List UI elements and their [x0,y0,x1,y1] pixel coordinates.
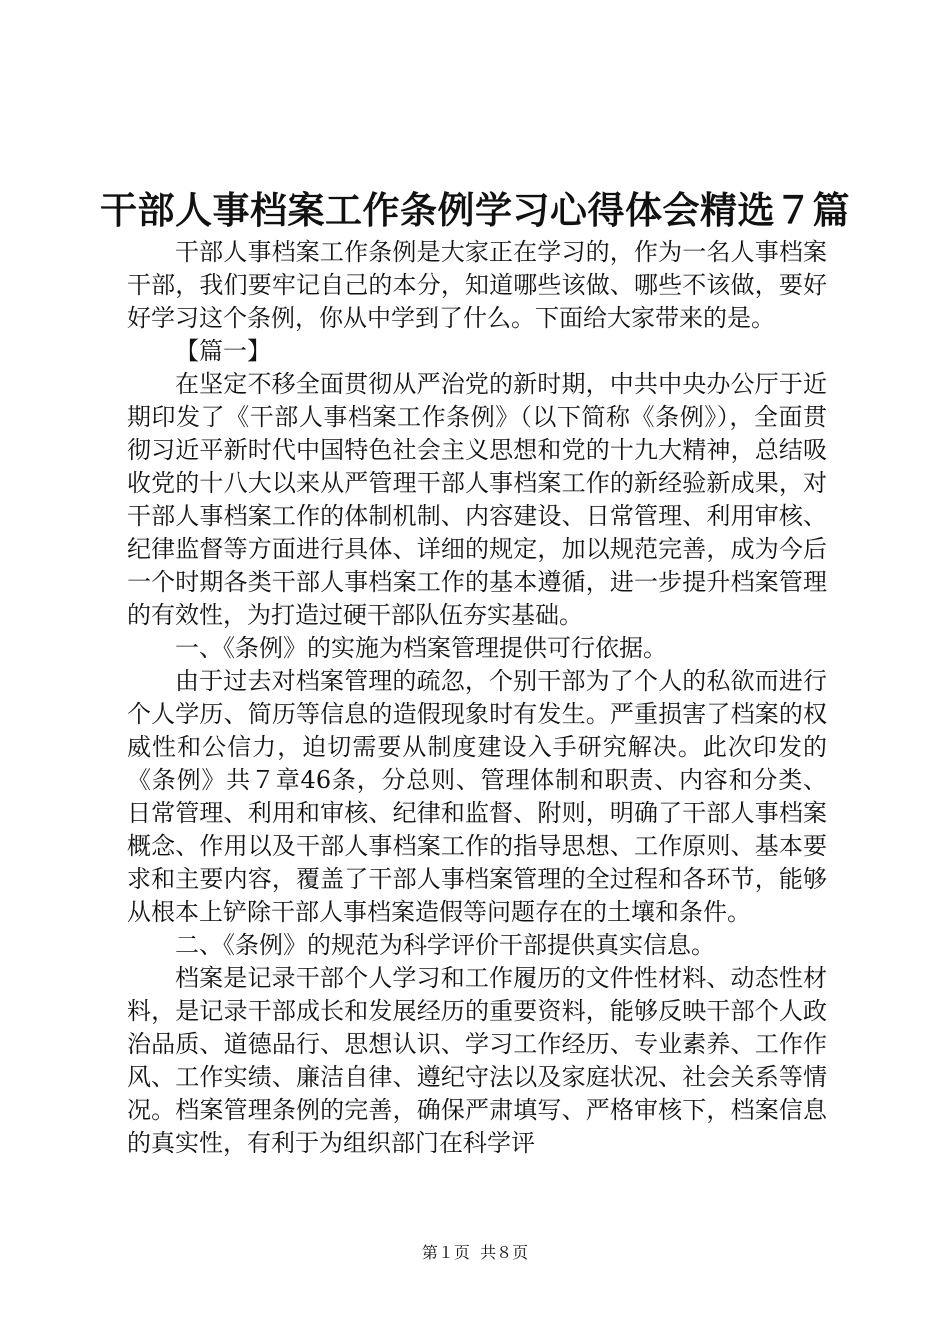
section-heading-part-one: 【篇一】 [175,337,271,365]
document-body [127,236,827,1160]
body-paragraph: 档案是记录干部个人学习和工作履历的文件性材料、动态性材料，是记录干部成长和发展经历的重要资料，能够反映干部个人政治品质、道德品行、思想认识、学习工作经历、专业素养、工作作风、工作实绩、廉洁自律、遵纪守法以及家庭状况、社会关系等情况。档案管理条例的完善，确保严肃填写、严格审核下，档案信息的真实性，有利于为组织部门在科学评 [127,964,827,1157]
page-footer [0,1242,950,1264]
body-paragraph: 在坚定不移全面贯彻从严治党的新时期，中共中央办公厅于近期印发了《干部人事档案工作条例》（以下简称《条例》），全面贯彻习近平新时代中国特色社会主义思想和党的十九大精神，总结吸收党的十八大以来从严管理干部人事档案工作的新经验新成果，对干部人事档案工作的体制机制、内容建设、日常管理、利用审核、纪律监督等方面进行具体、详细的规定，加以规范完善，成为今后一个时期各类干部人事档案工作的基本遵循，进一步提升档案管理的有效性，为打造过硬干部队伍夯实基础。 [127,370,827,629]
document-title: 干部人事档案工作条例学习心得体会精选７篇 [100,188,850,232]
subsection-heading-one: 一、《条例》的实施为档案管理提供可行依据。 [175,634,667,662]
subsection-heading-two: 二、《条例》的规范为科学评价干部提供真实信息。 [175,931,715,959]
total-pages: 共８页 [480,1243,529,1262]
page-number: 第１页 [421,1243,470,1262]
body-paragraph: 由于过去对档案管理的疏忽，个别干部为了个人的私欲而进行个人学历、简历等信息的造假现象时有发生。严重损害了档案的权威性和公信力，迫切需要从制度建设入手研究解决。此次印发的《条例》共７章46条，分总则、管理体制和职责、内容和分类、日常管理、利用和审核、纪律和监督、附则，明确了干部人事档案概念、作用以及干部人事档案工作的指导思想、工作原则、基本要求和主要内容，覆盖了干部人事档案管理的全过程和各环节，能够从根本上铲除干部人事档案造假等问题存在的土壤和条件。 [127,667,827,926]
intro-paragraph: 干部人事档案工作条例是大家正在学习的，作为一名人事档案干部，我们要牢记自己的本分，知道哪些该做、哪些不该做，要好好学习这个条例，你从中学到了什么。下面给大家带来的是。 [127,238,827,332]
